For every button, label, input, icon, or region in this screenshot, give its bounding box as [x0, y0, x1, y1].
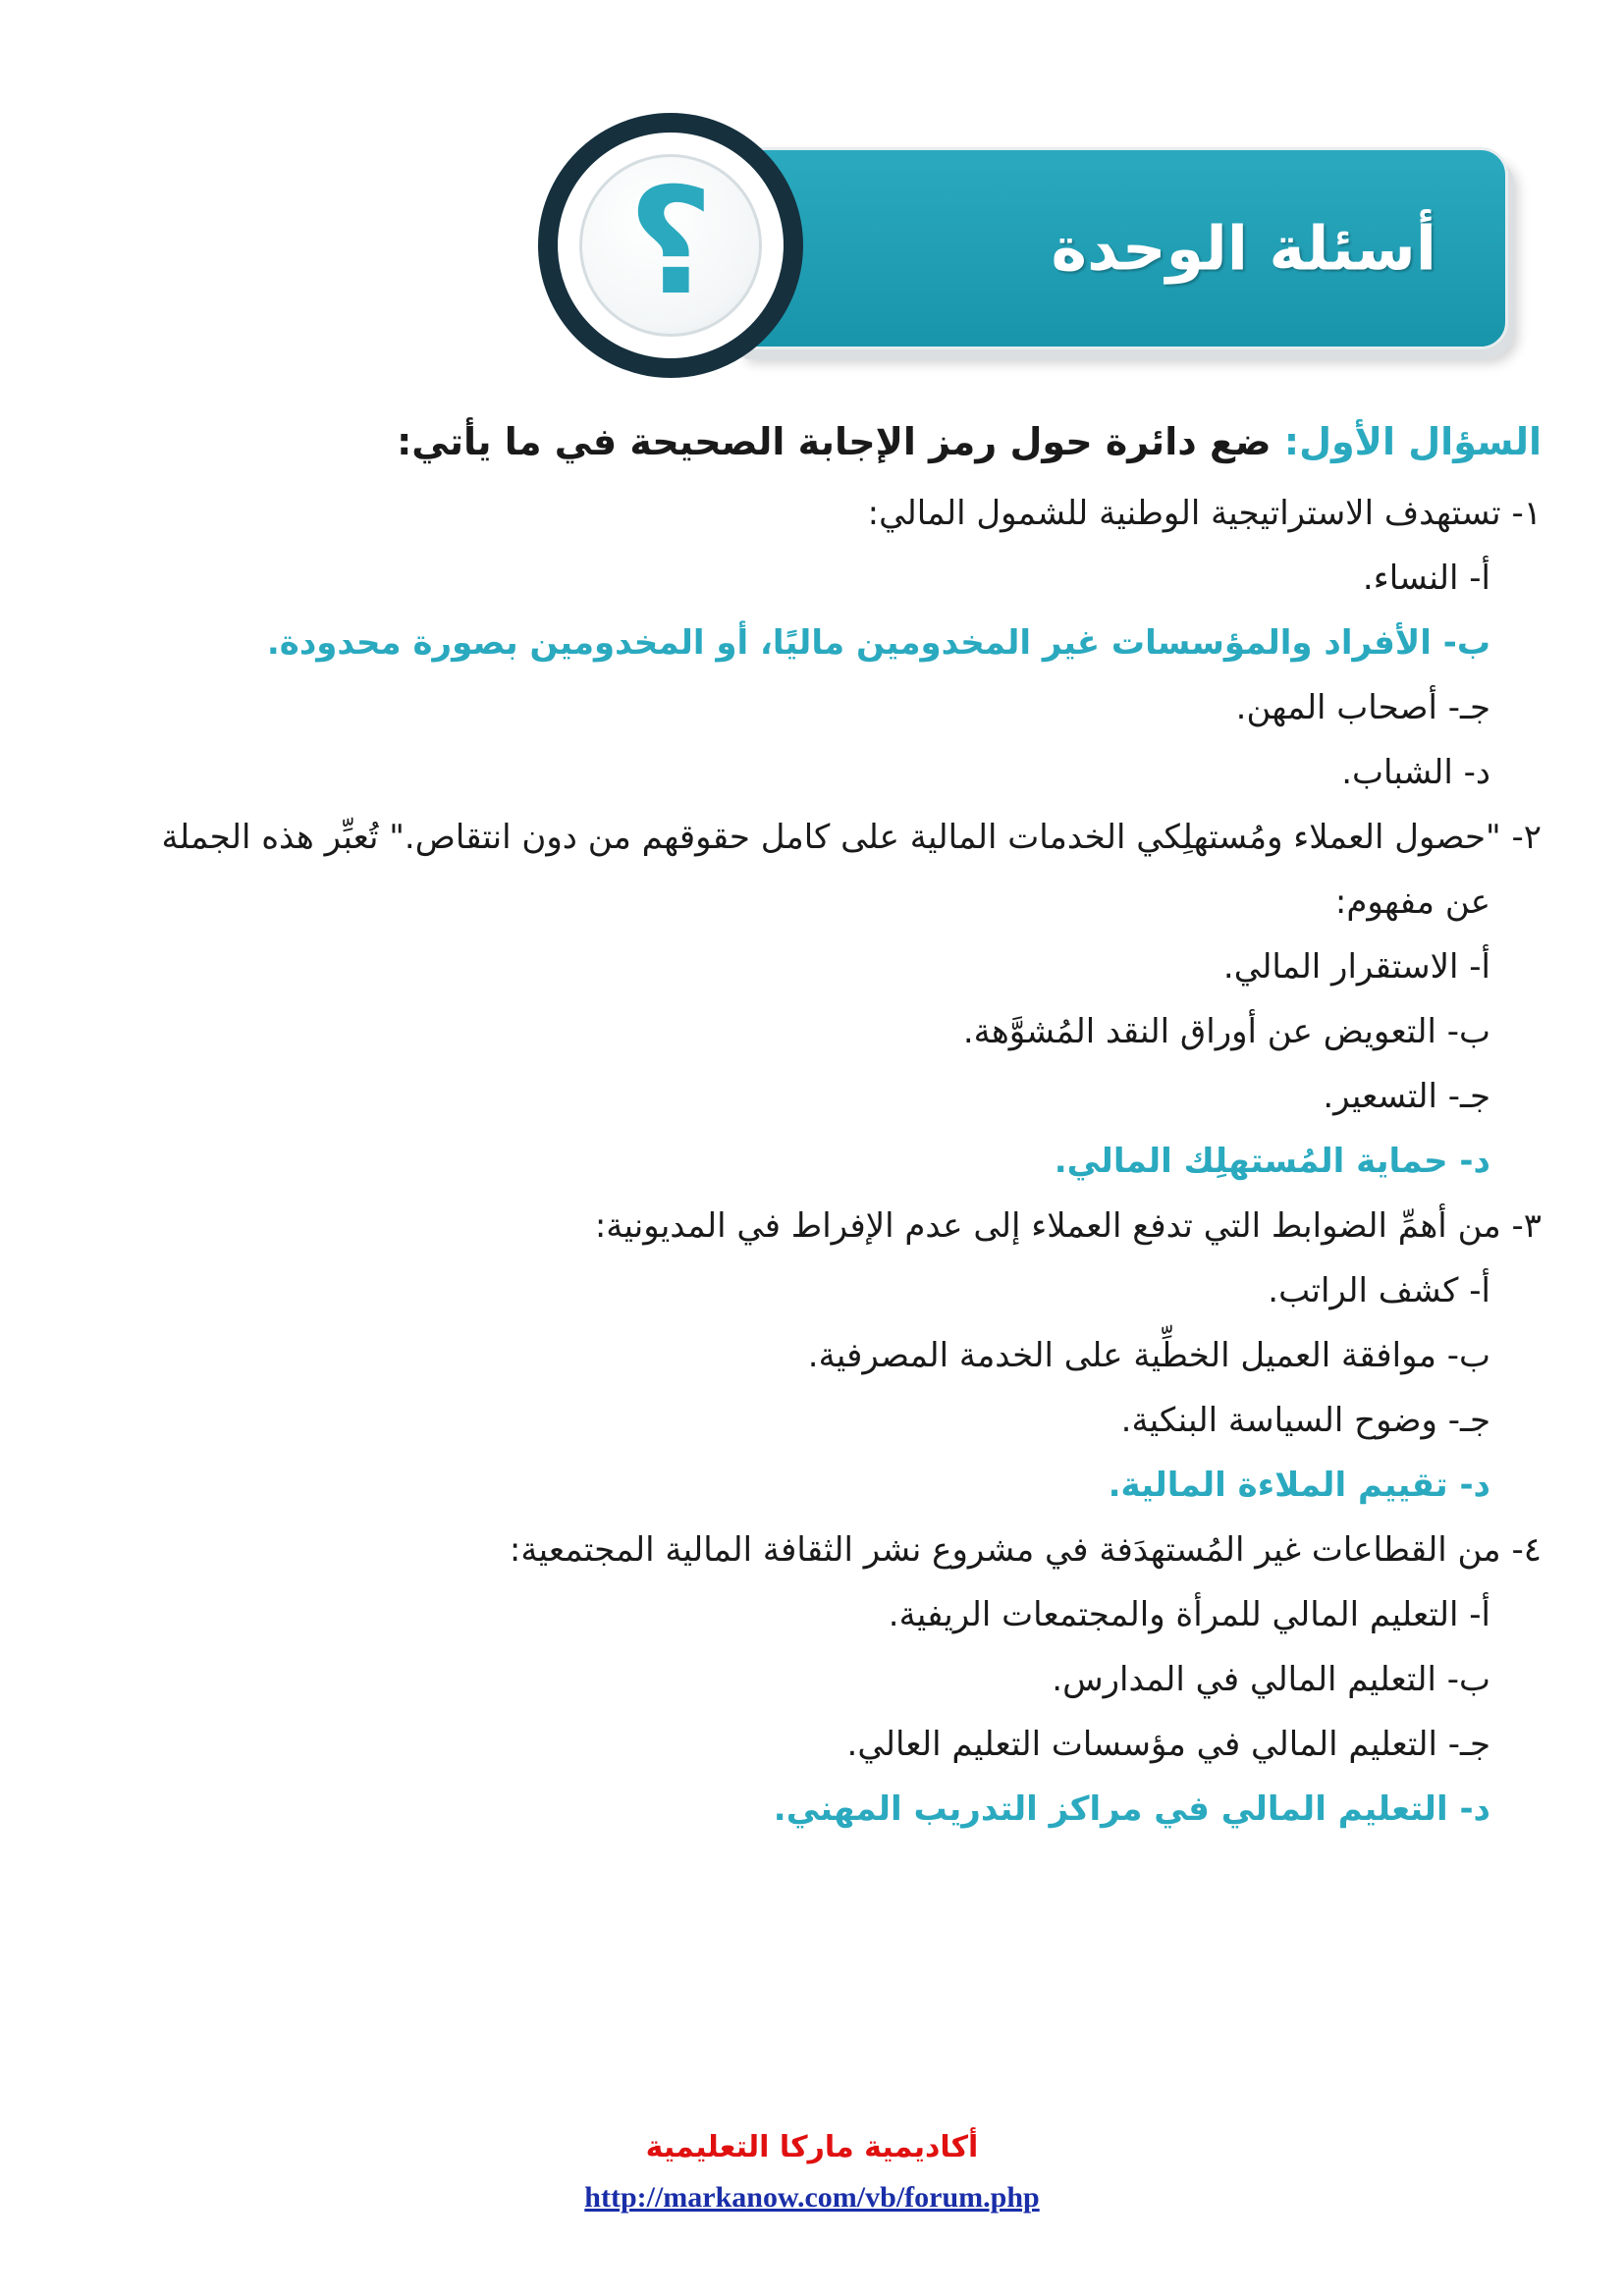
- question-prompt: ٣- من أهمِّ الضوابط التي تدفع العملاء إلى عدم الإفراط في المديونية:: [594, 1206, 1542, 1246]
- question-item-4: [88, 1518, 1542, 1842]
- option-a[interactable]: أ- كشف الراتب.: [1268, 1271, 1490, 1310]
- footer-academy-name: أكاديمية ماركا التعليمية: [645, 2130, 979, 2164]
- option-c[interactable]: جـ- أصحاب المهن.: [1235, 688, 1490, 727]
- footer-link[interactable]: http://markanow.com/vb/forum.php: [584, 2181, 1040, 2214]
- question-item-2: [88, 805, 1542, 1194]
- question-heading: [88, 412, 1542, 471]
- question-item-1: [88, 481, 1542, 805]
- question-label: السؤال الأول:: [1283, 420, 1542, 463]
- unit-banner: [736, 147, 1508, 349]
- question-mark-icon: ؟: [627, 157, 714, 328]
- option-a[interactable]: أ- التعليم المالي للمرأة والمجتمعات الريفية.: [888, 1595, 1490, 1634]
- option-c[interactable]: جـ- وضوح السياسة البنكية.: [1120, 1401, 1490, 1440]
- question-item-3: [88, 1194, 1542, 1518]
- option-a[interactable]: أ- النساء.: [1362, 559, 1490, 598]
- option-c[interactable]: جـ- التسعير.: [1323, 1077, 1490, 1116]
- option-a[interactable]: أ- الاستقرار المالي.: [1222, 947, 1490, 987]
- question-badge-inner: [579, 154, 762, 337]
- questions-section: [88, 412, 1542, 1842]
- option-d-correct[interactable]: د- تقييم الملاءة المالية.: [1108, 1466, 1490, 1505]
- option-b-correct[interactable]: ب- الأفراد والمؤسسات غير المخدومين ماليًا، أو المخدومين بصورة محدودة.: [266, 623, 1490, 663]
- question-prompt-continued: عن مفهوم:: [1334, 882, 1490, 922]
- banner-title: أسئلة الوحدة: [1051, 212, 1436, 285]
- option-d[interactable]: د- الشباب.: [1341, 753, 1490, 792]
- option-b[interactable]: ب- التعليم المالي في المدارس.: [1052, 1660, 1490, 1699]
- option-d-correct[interactable]: د- حماية المُستهلِك المالي.: [1054, 1142, 1490, 1181]
- question-instruction: ضع دائرة حول رمز الإجابة الصحيحة في ما يأتي:: [397, 420, 1272, 463]
- option-b[interactable]: ب- التعويض عن أوراق النقد المُشوَّهة.: [962, 1012, 1490, 1051]
- option-c[interactable]: جـ- التعليم المالي في مؤسسات التعليم العالي.: [846, 1725, 1490, 1764]
- option-b[interactable]: ب- موافقة العميل الخطِّية على الخدمة المصرفية.: [807, 1336, 1490, 1375]
- question-badge: [538, 113, 803, 378]
- question-prompt: ٤- من القطاعات غير المُستهدَفة في مشروع نشر الثقافة المالية المجتمعية:: [509, 1530, 1542, 1570]
- question-prompt: ٢- "حصول العملاء ومُستهلِكي الخدمات المالية على كامل حقوقهم من دون انتقاص." تُعبِّر هذه الجملة: [161, 818, 1542, 857]
- option-d-correct[interactable]: د- التعليم المالي في مراكز التدريب المهني.: [773, 1789, 1490, 1829]
- question-prompt: ١- تستهدف الاستراتيجية الوطنية للشمول المالي:: [867, 494, 1542, 533]
